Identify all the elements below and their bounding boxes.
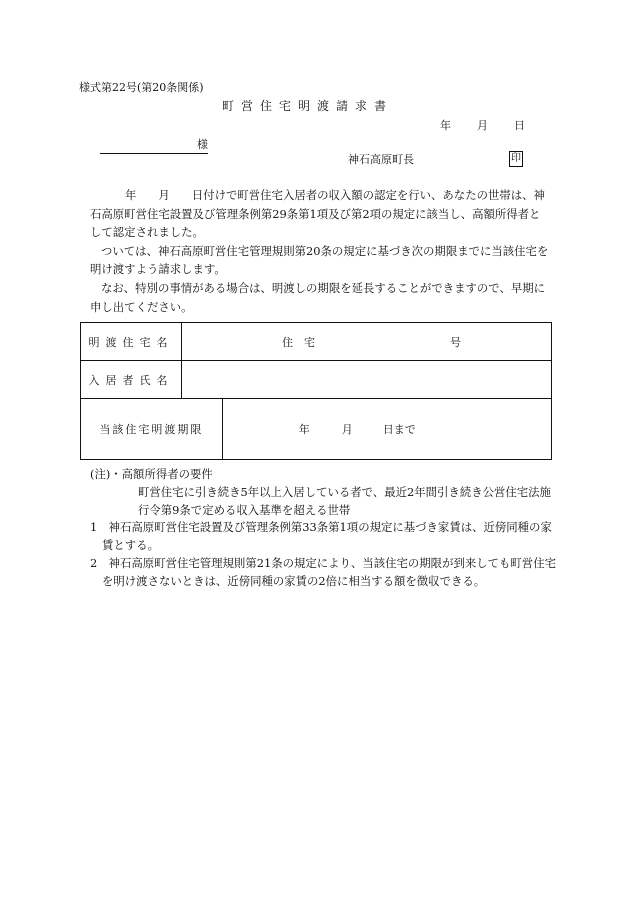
deadline-year: 年 <box>298 423 310 436</box>
note-item-1: 1 神石高原町営住宅設置及び管理条例第33条第1項の規定に基づき家賃は、近傍同種の家賃とする。 <box>90 520 552 553</box>
eviction-deadline-cell <box>222 399 551 460</box>
form-number: 様式第22号(第20条関係) <box>79 81 204 94</box>
notes-heading: (注)・高額所得者の要件 <box>90 467 213 481</box>
table-row <box>81 361 552 399</box>
occupant-name-cell <box>182 361 552 399</box>
date-month: 月 <box>477 119 488 132</box>
eviction-deadline-label: 当該住宅明渡期限 <box>81 399 223 460</box>
deadline-until: 日まで <box>382 423 416 436</box>
date-year: 年 <box>440 119 451 132</box>
paragraph-1-month: 月 <box>158 188 170 202</box>
addressee-suffix: 様 <box>197 138 208 151</box>
notes-section <box>90 466 560 591</box>
paragraph-1-year: 年 <box>125 188 137 202</box>
paragraph-2: ついては、神石高原町営住宅管理規則第20条の規定に基づき次の期限までに当該住宅を明け渡すよう請求します。 <box>90 243 549 277</box>
issuer-name: 神石高原町長 <box>348 153 414 166</box>
occupant-name-label: 入居者氏名 <box>81 361 182 399</box>
table-row <box>81 399 552 460</box>
deadline-month: 月 <box>341 423 353 436</box>
eviction-details-table <box>80 322 552 460</box>
date-day: 日 <box>514 119 525 132</box>
paragraph-1-text: 日付けで町営住宅入居者の収入額の認定を行い、あなたの世帯は、神石高原町営住宅設置及び管理条例第29条第1項及び第2項の規定に該当し、高額所得者として認定されました。 <box>90 188 545 240</box>
notes-definition: 町営住宅に引き続き5年以上入居している者で、最近2年間引き続き公営住宅法施行令第9条で定める収入基準を超える世帯 <box>138 484 551 517</box>
note-item-2: 2 神石高原町営住宅管理規則第21条の規定により、当該住宅の期限が到来しても町営住宅を明け渡さないときは、近傍同種の家賃の2倍に相当する額を徴収できる。 <box>90 555 556 588</box>
housing-name-label: 明渡住宅名 <box>81 323 182 361</box>
paragraph-3: なお、特別の事情がある場合は、明渡しの期限を延長することができますので、早期に申し出てください。 <box>90 280 546 314</box>
page-title: 町営住宅明渡請求書 <box>222 99 394 113</box>
paragraph-1 <box>90 186 550 242</box>
request-body <box>90 186 550 316</box>
housing-name-cell <box>182 323 552 361</box>
addressee-line <box>100 138 208 154</box>
seal-mark: 印 <box>509 151 523 167</box>
housing-word: 住 宅 <box>282 335 315 349</box>
table-row <box>81 323 552 361</box>
housing-number-word: 号 <box>450 335 461 349</box>
issue-date <box>440 119 525 133</box>
